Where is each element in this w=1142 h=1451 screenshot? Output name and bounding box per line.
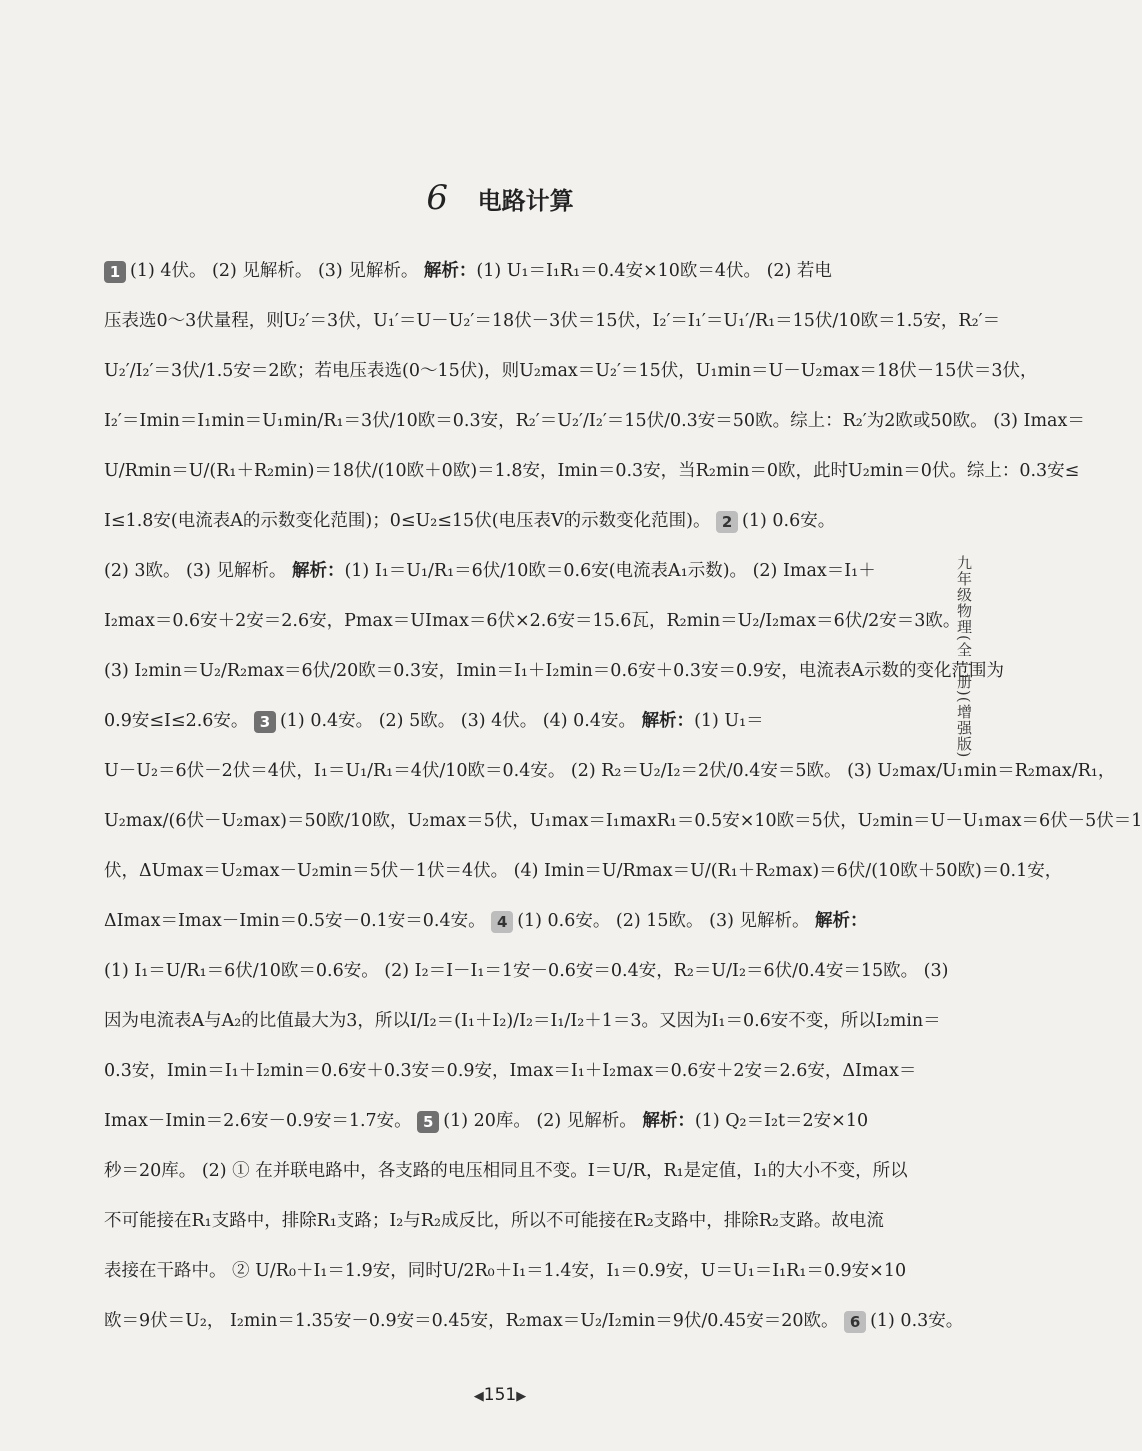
text-line	[104, 1046, 917, 1096]
section-header	[0, 178, 1000, 218]
question-number-badge: 2	[716, 511, 738, 533]
line-text: U₂max/(6伏－U₂max)＝50欧/10欧，U₂max＝5伏，U₁max＝I₁maxR₁＝0.5安×10欧＝5伏，U₂min＝U－U₁max＝6伏－5伏＝1	[104, 811, 1142, 831]
line-text: U₂′/I₂′＝3伏/1.5安＝2欧；若电压表选(0～15伏)，则U₂max＝U₂′＝15伏，U₁min＝U－U₂max＝18伏－15伏＝3伏，	[104, 361, 1038, 381]
text-line	[104, 346, 1038, 396]
text-line	[104, 1246, 907, 1296]
text-line	[104, 1196, 894, 1246]
line-text: I≤1.8安(电流表A的示数变化范围)；0≤U₂≤15伏(电压表V的示数变化范围)。	[104, 511, 717, 531]
line-text: ΔImax＝Imax－Imin＝0.5安－0.1安＝0.4安。	[104, 911, 492, 931]
line-text: (1) 0.6安。 (2) 15欧。 (3) 见解析。	[517, 911, 816, 931]
left-arrow-icon: ◀	[473, 1389, 484, 1404]
question-number-badge: 1	[104, 261, 126, 283]
line-text: (1) 0.3安。	[870, 1311, 964, 1331]
line-text: 表接在干路中。 ② U/R₀＋I₁＝1.9安，同时U/2R₀＋I₁＝1.4安，I₁＝0.9安，U＝U₁＝I₁R₁＝0.9安×10	[104, 1261, 907, 1281]
text-line	[104, 596, 961, 646]
analysis-label: 解析：	[423, 261, 477, 281]
line-text: U－U₂＝6伏－2伏＝4伏，I₁＝U₁/R₁＝4伏/10欧＝0.4安。 (2) R₂＝U₂/I₂＝2伏/0.4安＝5欧。 (3) U₂max/U₁min＝R₂max/R₁，	[104, 761, 1116, 781]
analysis-label: 解析：	[291, 561, 345, 581]
text-line	[104, 246, 894, 296]
line-text: 秒＝20库。 (2) ① 在并联电路中，各支路的电压相同且不变。I＝U/R，R₁是定值，I₁的大小不变，所以	[104, 1161, 908, 1181]
text-line	[104, 696, 894, 746]
text-line	[104, 746, 1116, 796]
text-line	[104, 396, 1085, 446]
text-line	[104, 1096, 894, 1146]
text-line	[104, 896, 894, 946]
book-title-side: 九年级物理(全一册)(增强版)	[955, 555, 973, 759]
text-line	[104, 846, 1063, 896]
line-text: I₂max＝0.6安＋2安＝2.6安，Pmax＝UImax＝6伏×2.6安＝15.6瓦，R₂min＝U₂/I₂max＝6伏/2安＝3欧。	[104, 611, 961, 631]
text-line	[104, 996, 941, 1046]
text-line	[104, 1146, 908, 1196]
line-text: 不可能接在R₁支路中，排除R₁支路；I₂与R₂成反比，所以不可能接在R₂支路中，排除R₂支路。故电流	[104, 1211, 884, 1231]
line-text: (3) I₂min＝U₂/R₂max＝6伏/20欧＝0.3安，Imin＝I₁＋I₂min＝0.6安＋0.3安＝0.9安，电流表A示数的变化范围为	[104, 661, 1004, 681]
line-text: 0.3安，Imin＝I₁＋I₂min＝0.6安＋0.3安＝0.9安，Imax＝I₁＋I₂max＝0.6安＋2安＝2.6安，ΔImax＝	[104, 1061, 917, 1081]
text-line	[104, 546, 894, 596]
line-text: U/Rmin＝U/(R₁＋R₂min)＝18伏/(10欧＋0欧)＝1.8安，Imin＝0.3安，当R₂min＝0欧，此时U₂min＝0伏。综上：0.3安≤	[104, 461, 1080, 481]
line-text: (2) 3欧。 (3) 见解析。	[104, 561, 292, 581]
line-text: 压表选0～3伏量程，则U₂′＝3伏，U₁′＝U－U₂′＝18伏－3伏＝15伏，I₂′＝I₁′＝U₁′/R₁＝15伏/10欧＝1.5安，R₂′＝	[104, 311, 1001, 331]
line-text: (1) 4伏。 (2) 见解析。 (3) 见解析。	[130, 261, 424, 281]
line-text: (1) 0.4安。 (2) 5欧。 (3) 4伏。 (4) 0.4安。	[279, 711, 642, 731]
page-footer	[0, 1385, 1000, 1405]
line-text: (1) U₁＝I₁R₁＝0.4安×10欧＝4伏。 (2) 若电	[476, 261, 832, 281]
line-text: Imax－Imin＝2.6安－0.9安＝1.7安。	[104, 1111, 418, 1131]
line-text: (1) I₁＝U/R₁＝6伏/10欧＝0.6安。 (2) I₂＝I－I₁＝1安－0.6安＝0.4安，R₂＝U/I₂＝6伏/0.4安＝15欧。 (3)	[104, 961, 949, 981]
section-title: 电路计算	[477, 187, 574, 215]
line-text: (1) 20库。 (2) 见解析。	[443, 1111, 643, 1131]
line-text: (1) 0.6安。	[742, 511, 836, 531]
text-line	[104, 446, 1080, 496]
right-arrow-icon: ▶	[516, 1389, 527, 1404]
question-number-badge: 4	[491, 911, 513, 933]
line-text: I₂′＝Imin＝I₁min＝U₁min/R₁＝3伏/10欧＝0.3安，R₂′＝U₂′/I₂′＝15伏/0.3安＝50欧。综上：R₂′为2欧或50欧。 (3) Imax＝	[104, 411, 1085, 431]
line-text: 0.9安≤I≤2.6安。	[104, 711, 254, 731]
section-number: 6	[426, 178, 448, 218]
analysis-label: 解析：	[815, 911, 868, 931]
text-line	[104, 1296, 964, 1346]
analysis-label: 解析：	[642, 1111, 695, 1131]
text-line	[104, 646, 1004, 696]
text-line	[104, 296, 1001, 346]
page-number: 151	[483, 1385, 517, 1405]
line-text: (1) I₁＝U₁/R₁＝6伏/10欧＝0.6安(电流表A₁示数)。 (2) Imax＝I₁＋	[344, 561, 876, 581]
question-number-badge: 3	[254, 711, 276, 733]
text-line	[104, 796, 1142, 846]
text-line	[104, 946, 949, 996]
line-text: (1) Q₂＝I₂t＝2安×10	[694, 1111, 869, 1131]
text-line	[104, 496, 894, 546]
line-text: 伏，ΔUmax＝U₂max－U₂min＝5伏－1伏＝4伏。 (4) Imin＝U/Rmax＝U/(R₁＋R₂max)＝6伏/(10欧＋50欧)＝0.1安，	[104, 861, 1063, 881]
question-number-badge: 5	[417, 1111, 439, 1133]
question-number-badge: 6	[844, 1311, 866, 1333]
line-text: 因为电流表A与A₂的比值最大为3，所以I/I₂＝(I₁＋I₂)/I₂＝I₁/I₂＋1＝3。又因为I₁＝0.6安不变，所以I₂min＝	[104, 1011, 941, 1031]
line-text: 欧＝9伏＝U₂， I₂min＝1.35安－0.9安＝0.45安，R₂max＝U₂/I₂min＝9伏/0.45安＝20欧。	[104, 1311, 845, 1331]
line-text: (1) U₁＝	[694, 711, 764, 731]
analysis-label: 解析：	[641, 711, 695, 731]
